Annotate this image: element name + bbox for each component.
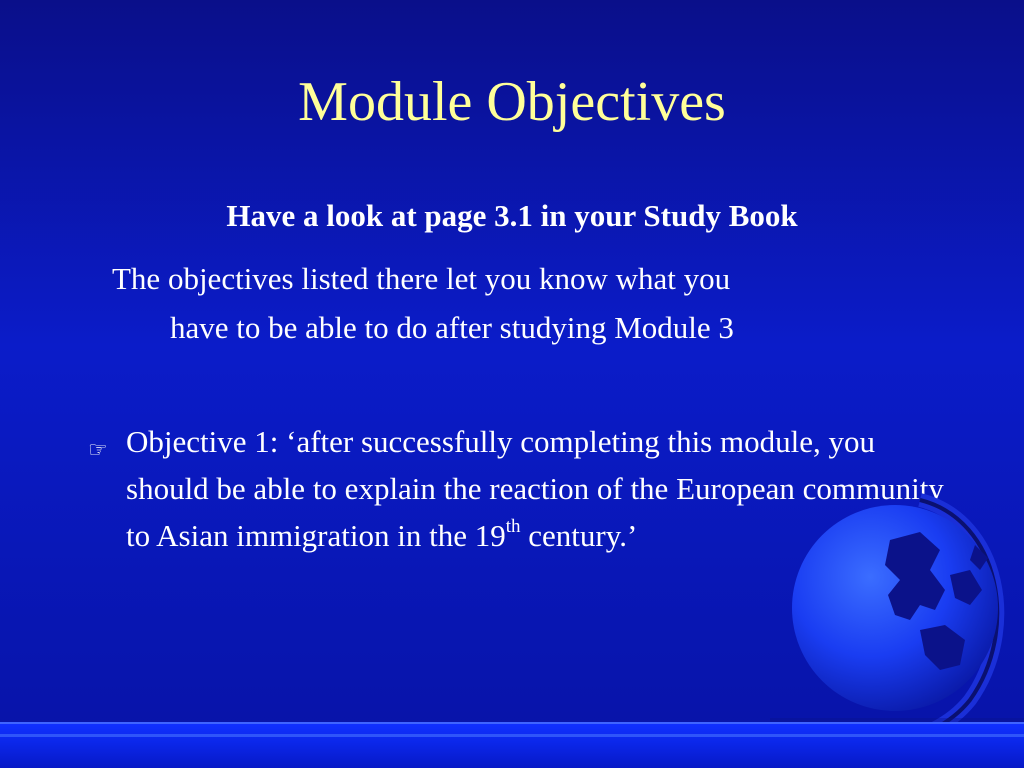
objective-text-main: Objective 1: ‘after successfully completing this module, you should be able to explain the reaction of the European community to Asian immigration in the 19: [126, 424, 944, 553]
pointing-hand-icon: ☞: [88, 437, 108, 462]
slide-title: Module Objectives: [298, 71, 726, 133]
footer-stripe: [0, 734, 1024, 737]
subheading: Have a look at page 3.1 in your Study Book: [226, 198, 798, 233]
footer-bar: [0, 722, 1024, 768]
intro-line-1: The objectives listed there let you know what you: [112, 261, 731, 296]
intro-paragraph: [112, 254, 932, 352]
objective-text-end: century.’: [520, 518, 638, 553]
intro-line-2: have to be able to do after studying Module 3: [170, 310, 734, 345]
objective-superscript: th: [505, 515, 521, 537]
